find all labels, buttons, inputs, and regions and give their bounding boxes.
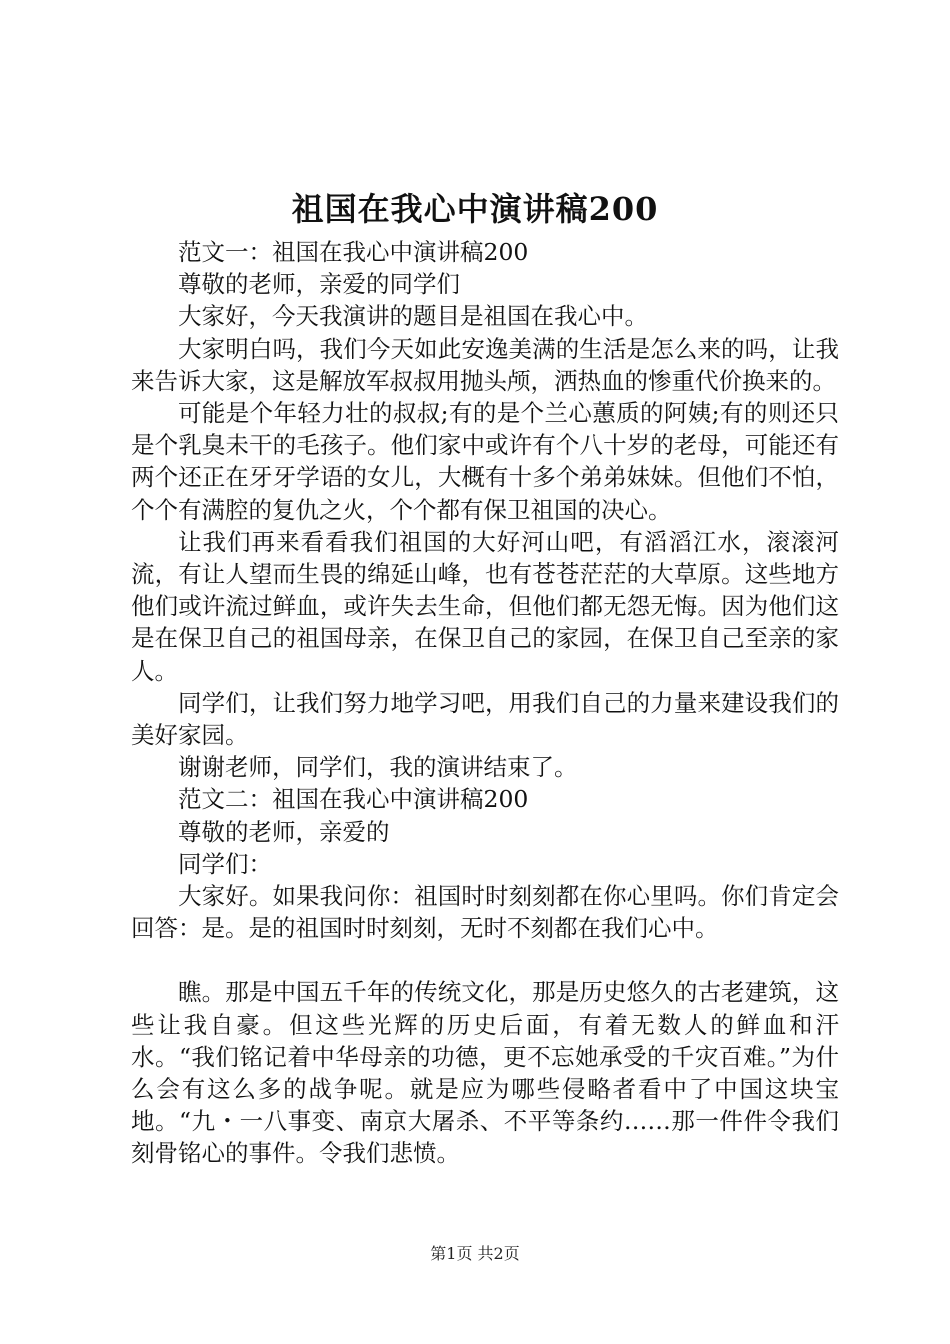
paragraph: 大家好。如果我问你：祖国时时刻刻都在你心里吗。你们肯定会回答：是。是的祖国时时刻刻，无时不刻都在我们心中。 bbox=[131, 882, 839, 943]
document-body bbox=[131, 236, 839, 1170]
paragraph: 大家明白吗，我们今天如此安逸美满的生活是怎么来的吗，让我来告诉大家，这是解放军叔叔用抛头颅，洒热血的惨重代价换来的。 bbox=[131, 334, 839, 395]
paragraph: 谢谢老师，同学们，我的演讲结束了。 bbox=[178, 753, 578, 782]
paragraph: 范文一：祖国在我心中演讲稿200 bbox=[178, 238, 529, 266]
paragraph: 同学们： bbox=[178, 849, 272, 878]
paragraph: 瞧。那是中国五千年的传统文化，那是历史悠久的古老建筑，这些让我自豪。但这些光辉的历史后面，有着无数人的鲜血和汗水。“我们铭记着中华母亲的功德，更不忘她承受的千灾百难。”为什么会有这么多的战争呢。就是应为哪些侵略者看中了中国这块宝地。“九・一八事变、南京大屠杀、不平等条约……那一件件令我们刻骨铭心的事件。令我们悲愤。 bbox=[131, 978, 839, 1168]
paragraph: 尊敬的老师，亲爱的 bbox=[178, 817, 390, 846]
paragraph: 大家好，今天我演讲的题目是祖国在我心中。 bbox=[178, 302, 648, 331]
paragraph: 让我们再来看看我们祖国的大好河山吧，有滔滔江水，滚滚河流，有让人望而生畏的绵延山峰，也有苍苍茫茫的大草原。这些地方他们或许流过鲜血，或许失去生命，但他们都无怨无悔。因为他们这是在保卫自己的祖国母亲，在保卫自己的家园，在保卫自己至亲的家人。 bbox=[131, 527, 839, 685]
paragraph: 同学们，让我们努力地学习吧，用我们自己的力量来建设我们的美好家园。 bbox=[131, 688, 839, 750]
paragraph: 可能是个年轻力壮的叔叔;有的是个兰心蕙质的阿姨;有的则还只是个乳臭未干的毛孩子。他们家中或许有个八十岁的老母，可能还有两个还正在牙牙学语的女儿，大概有十多个弟弟妹妹。但他们不怕，个个有满腔的复仇之火，个个都有保卫祖国的决心。 bbox=[131, 399, 839, 524]
document-title: 祖国在我心中演讲稿200 bbox=[291, 190, 659, 228]
paragraph: 范文二：祖国在我心中演讲稿200 bbox=[178, 785, 529, 814]
page-number-footer: 第1页 共2页 bbox=[430, 1244, 520, 1263]
paragraph: 尊敬的老师，亲爱的同学们 bbox=[178, 270, 460, 299]
